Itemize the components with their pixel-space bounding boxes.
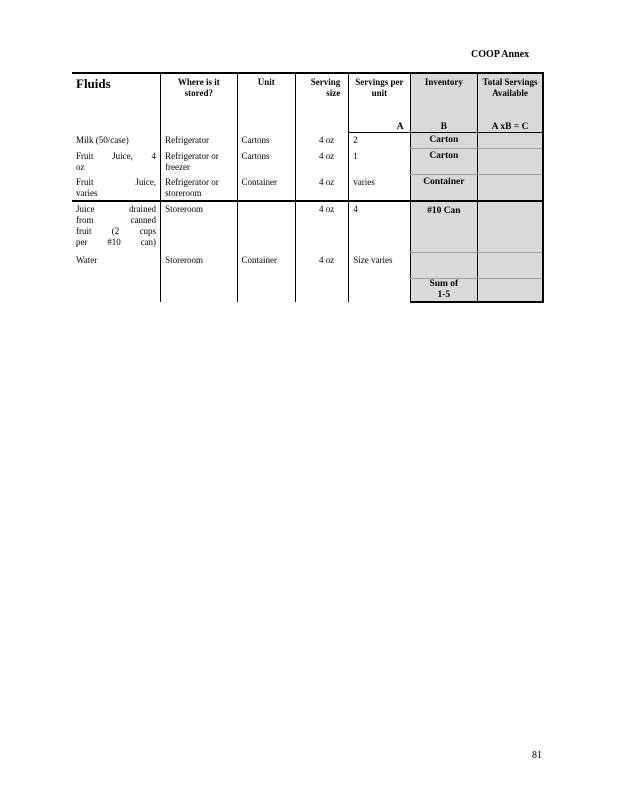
serving-size: 4 oz [295,149,348,175]
column-header-unit: Unit [237,73,295,123]
table-row [72,175,543,201]
table-row [72,201,543,253]
column-header-servings-per-unit: Servings per unit [349,73,410,123]
annex-label: COOP Annex [471,49,530,60]
table-row [72,149,543,175]
table-row [72,253,543,279]
inventory-unit: Container [410,175,477,201]
serving-size: 4 oz [295,133,348,149]
unit-type: Cartons [237,149,295,175]
fluid-name: Fruit Juice, varies [76,176,157,198]
unit-type: Cartons [237,133,295,149]
total-servings-cell [478,175,543,201]
fluid-name: Water [76,254,98,265]
fluids-table [72,72,544,303]
column-header-total-servings: Total Servings Available [478,73,543,123]
unit-type [237,201,295,253]
serving-size: 4 oz [295,175,348,201]
table-row [72,133,543,149]
column-header-where-stored: Where is it stored? [161,73,237,123]
column-header-fluids: Fluids [72,73,161,123]
storage-location: Storeroom [161,201,237,253]
total-servings-cell [478,253,543,279]
servings-per-unit: 4 [349,201,410,253]
servings-per-unit: varies [349,175,410,201]
storage-location: Refrigerator [161,133,237,149]
fluid-name: Milk (50/case) [76,134,129,145]
servings-per-unit: 2 [349,133,410,149]
total-servings-cell [478,133,543,149]
page-number: 81 [532,750,542,761]
storage-location: Storeroom [161,253,237,279]
servings-per-unit: Size varies [349,253,410,279]
fluid-name: Juice drained from canned fruit (2 cups per #10 can) [72,201,161,253]
column-header-inventory: Inventory [410,73,477,123]
total-servings-cell [478,149,543,175]
column-letter-a: A [349,123,410,133]
fluid-name: Fruit Juice, 4 oz [76,150,157,172]
sum-label: Sum of 1-5 [410,279,477,303]
inventory-unit: #10 Can [410,201,477,253]
serving-size: 4 oz [295,253,348,279]
column-letter-b: B [410,123,477,133]
serving-size: 4 oz [295,201,348,253]
sum-total-cell [478,279,543,303]
column-letter-c: A xB = C [478,123,543,133]
inventory-unit: Carton [410,149,477,175]
table-header-row [72,73,543,123]
storage-location: Refrigerator or storeroom [161,175,237,201]
column-header-serving-size: Serving size [295,73,348,123]
inventory-unit [410,253,477,279]
servings-per-unit: 1 [349,149,410,175]
unit-type: Container [237,175,295,201]
unit-type: Container [237,253,295,279]
inventory-unit: Carton [410,133,477,149]
total-servings-cell [478,201,543,253]
storage-location: Refrigerator or freezer [161,149,237,175]
letter-row [72,123,543,133]
sum-row [72,279,543,303]
